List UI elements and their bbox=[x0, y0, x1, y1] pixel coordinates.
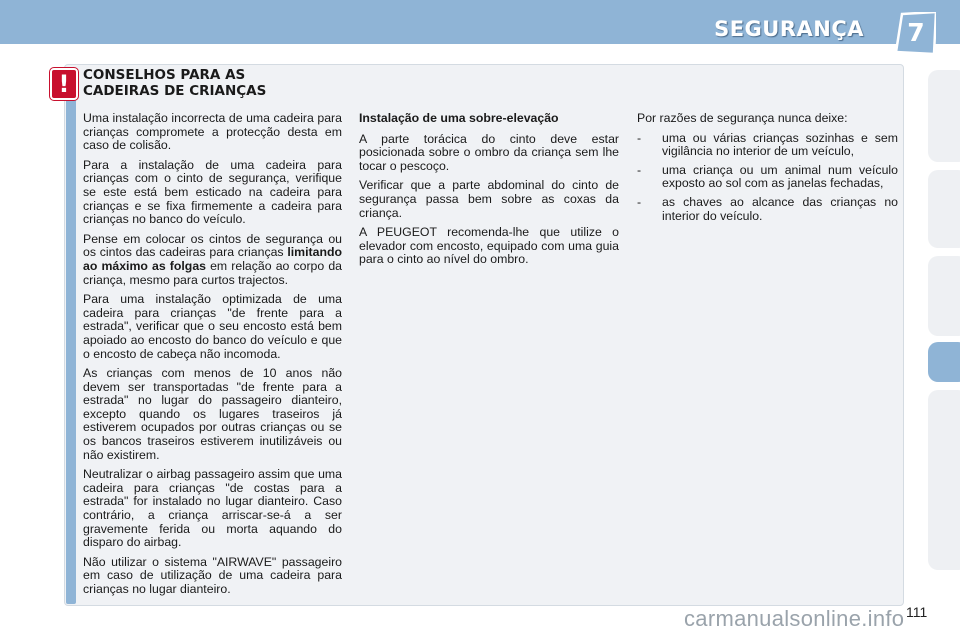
safety-list bbox=[637, 132, 898, 224]
side-tab-chapter-6[interactable] bbox=[928, 170, 960, 248]
list-intro: Por razões de segurança nunca deixe: bbox=[637, 111, 848, 125]
chapter-number: 7 bbox=[907, 18, 925, 47]
paragraph-with-emphasis bbox=[83, 233, 342, 287]
subheading: Instalação de uma sobre-elevação bbox=[359, 111, 559, 125]
section-heading-line1: CONSELHOS PARA AS bbox=[83, 67, 246, 83]
warning-exclamation-icon: ! bbox=[50, 68, 78, 100]
paragraph: As crianças com menos de 10 anos não devem ser transportadas "de frente para a estrada" no lugar do passageiro dianteiro, excepto quando os lugares traseiros já estiverem ocupados por outras crianças ou se os bancos traseiros estiverem inutilizáveis ou não existirem. bbox=[83, 366, 342, 462]
section-heading-line2: CADEIRAS DE CRIANÇAS bbox=[83, 83, 267, 99]
list-item bbox=[637, 196, 898, 223]
paragraph: Verificar que a parte abdominal do cinto de segurança passa bem sobre as coxas da criança. bbox=[359, 178, 619, 220]
paragraph-text: em relação ao corpo da criança, mesmo para curtos trajectos. bbox=[83, 258, 342, 287]
side-tab-current-chapter[interactable] bbox=[928, 342, 960, 382]
bullet-marker: - bbox=[637, 194, 642, 209]
list-item-text: uma criança ou um animal num veículo exposto ao sol com as janelas fechadas, bbox=[662, 162, 898, 191]
text-column-1 bbox=[83, 112, 342, 603]
side-tab-chapter-6b[interactable] bbox=[928, 256, 960, 336]
paragraph: Para a instalação de uma cadeira para crianças com o cinto de segurança, verifique se este está bem esticado na cadeira para crianças e se fixa firmemente a cadeira para crianças no banco do veículo. bbox=[83, 157, 342, 227]
paragraph: Uma instalação incorrecta de uma cadeira para crianças compromete a protecção desta em caso de colisão. bbox=[83, 111, 342, 153]
panel-accent-stripe bbox=[66, 68, 76, 604]
bullet-marker: - bbox=[637, 130, 642, 145]
page-title: SEGURANÇA bbox=[714, 17, 864, 41]
list-item-text: as chaves ao alcance das crianças no interior do veículo. bbox=[662, 194, 898, 223]
side-tab-chapter-5[interactable] bbox=[928, 70, 960, 162]
text-column-3 bbox=[637, 112, 898, 228]
list-item bbox=[637, 132, 898, 159]
side-tab-chapter-8[interactable] bbox=[928, 390, 960, 570]
watermark: carmanualsonline.info bbox=[684, 606, 905, 631]
list-item bbox=[637, 164, 898, 191]
emphasis-text: limitando ao máximo as folgas bbox=[83, 245, 342, 273]
paragraph: A PEUGEOT recomenda-lhe que utilize o elevador com encosto, equipado com uma guia para o cinto ao nível do ombro. bbox=[359, 225, 619, 267]
list-item-text: uma ou várias crianças sozinhas e sem vigilância no interior de um veículo, bbox=[662, 130, 898, 159]
text-column-2 bbox=[359, 112, 619, 273]
paragraph: Não utilizar o sistema "AIRWAVE" passageiro em caso de utilização de uma cadeira para crianças no lugar dianteiro. bbox=[83, 554, 342, 596]
paragraph: Neutralizar o airbag passageiro assim que uma cadeira para crianças "de costas para a estrada" for instalado no lugar dianteiro. Caso contrário, a criança arriscar-se-á a ser gravemente ferida ou morta aquando do disparo do airbag. bbox=[83, 467, 342, 550]
paragraph-text: Pense em colocar os cintos de segurança ou os cintos das cadeiras para crianças bbox=[83, 231, 342, 260]
bullet-marker: - bbox=[637, 162, 642, 177]
section-heading bbox=[83, 67, 353, 99]
paragraph: A parte torácica do cinto deve estar posicionada sobre o ombro da criança sem lhe tocar o pescoço. bbox=[359, 131, 619, 173]
page-number: 111 bbox=[906, 604, 928, 620]
paragraph: Para uma instalação optimizada de uma cadeira para crianças "de frente para a estrada", verificar que o seu encosto está bem apoiado ao encosto do banco do veículo e que o encosto de cabeça não incomoda. bbox=[83, 292, 342, 361]
